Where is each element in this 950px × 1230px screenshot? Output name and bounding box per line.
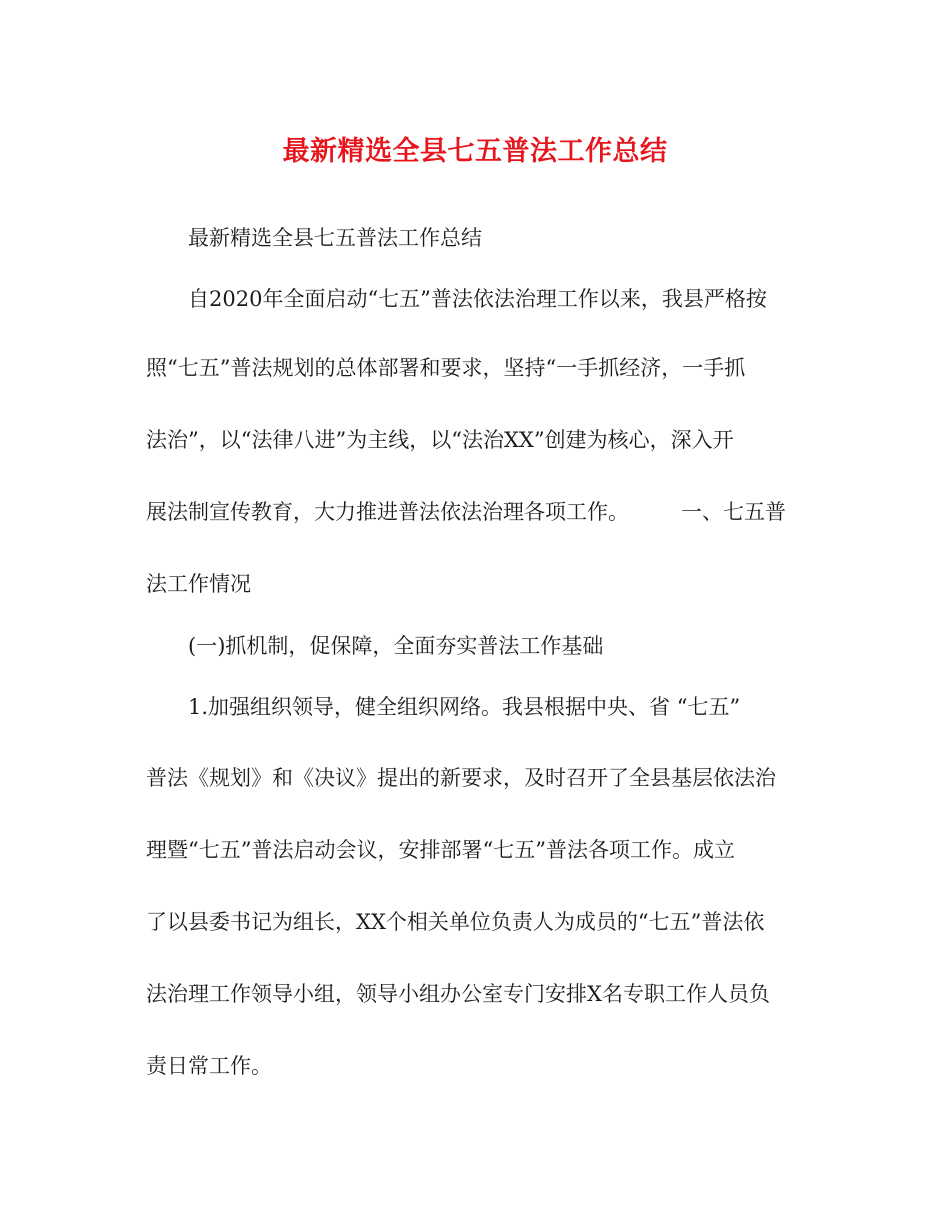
subsection-heading: (一)抓机制，促保障，全面夯实普法工作基础 (188, 634, 604, 658)
body-line-1: 自2020年全面启动“七五”普法依法治理工作以来，我县严格按 (188, 287, 767, 311)
body-line-10: 法治理工作领导小组，领导小组办公室专门安排X名专职工作人员负 (146, 982, 770, 1006)
body-line-4-text: 展法制宣传教育，大力推进普法依法治理各项工作。 (146, 500, 629, 524)
body-line-11: 责日常工作。 (146, 1054, 272, 1078)
body-line-7: 普法《规划》和《决议》提出的新要求，及时召开了全县基层依法治 (146, 766, 776, 790)
body-line-3: 法治”，以“法律八进”为主线，以“法治XX”创建为核心，深入开 (146, 428, 734, 452)
body-line-9: 了以县委书记为组长，XX个相关单位负责人为成员的“七五”普法依 (146, 910, 765, 934)
page-title: 最新精选全县七五普法工作总结 (282, 136, 668, 167)
body-line-subtitle: 最新精选全县七五普法工作总结 (188, 226, 482, 250)
body-line-4 (146, 497, 816, 527)
body-line-5: 法工作情况 (146, 572, 251, 596)
body-line-2: 照“七五”普法规划的总体部署和要求，坚持“一手抓经济，一手抓 (146, 356, 746, 380)
section-heading-start: 一、七五普 (681, 500, 786, 524)
body-line-8: 理暨“七五”普法启动会议，安排部署“七五”普法各项工作。成立 (146, 838, 735, 862)
body-line-6: 1.加强组织领导，健全组织网络。我县根据中央、省 “七五” (188, 695, 741, 719)
